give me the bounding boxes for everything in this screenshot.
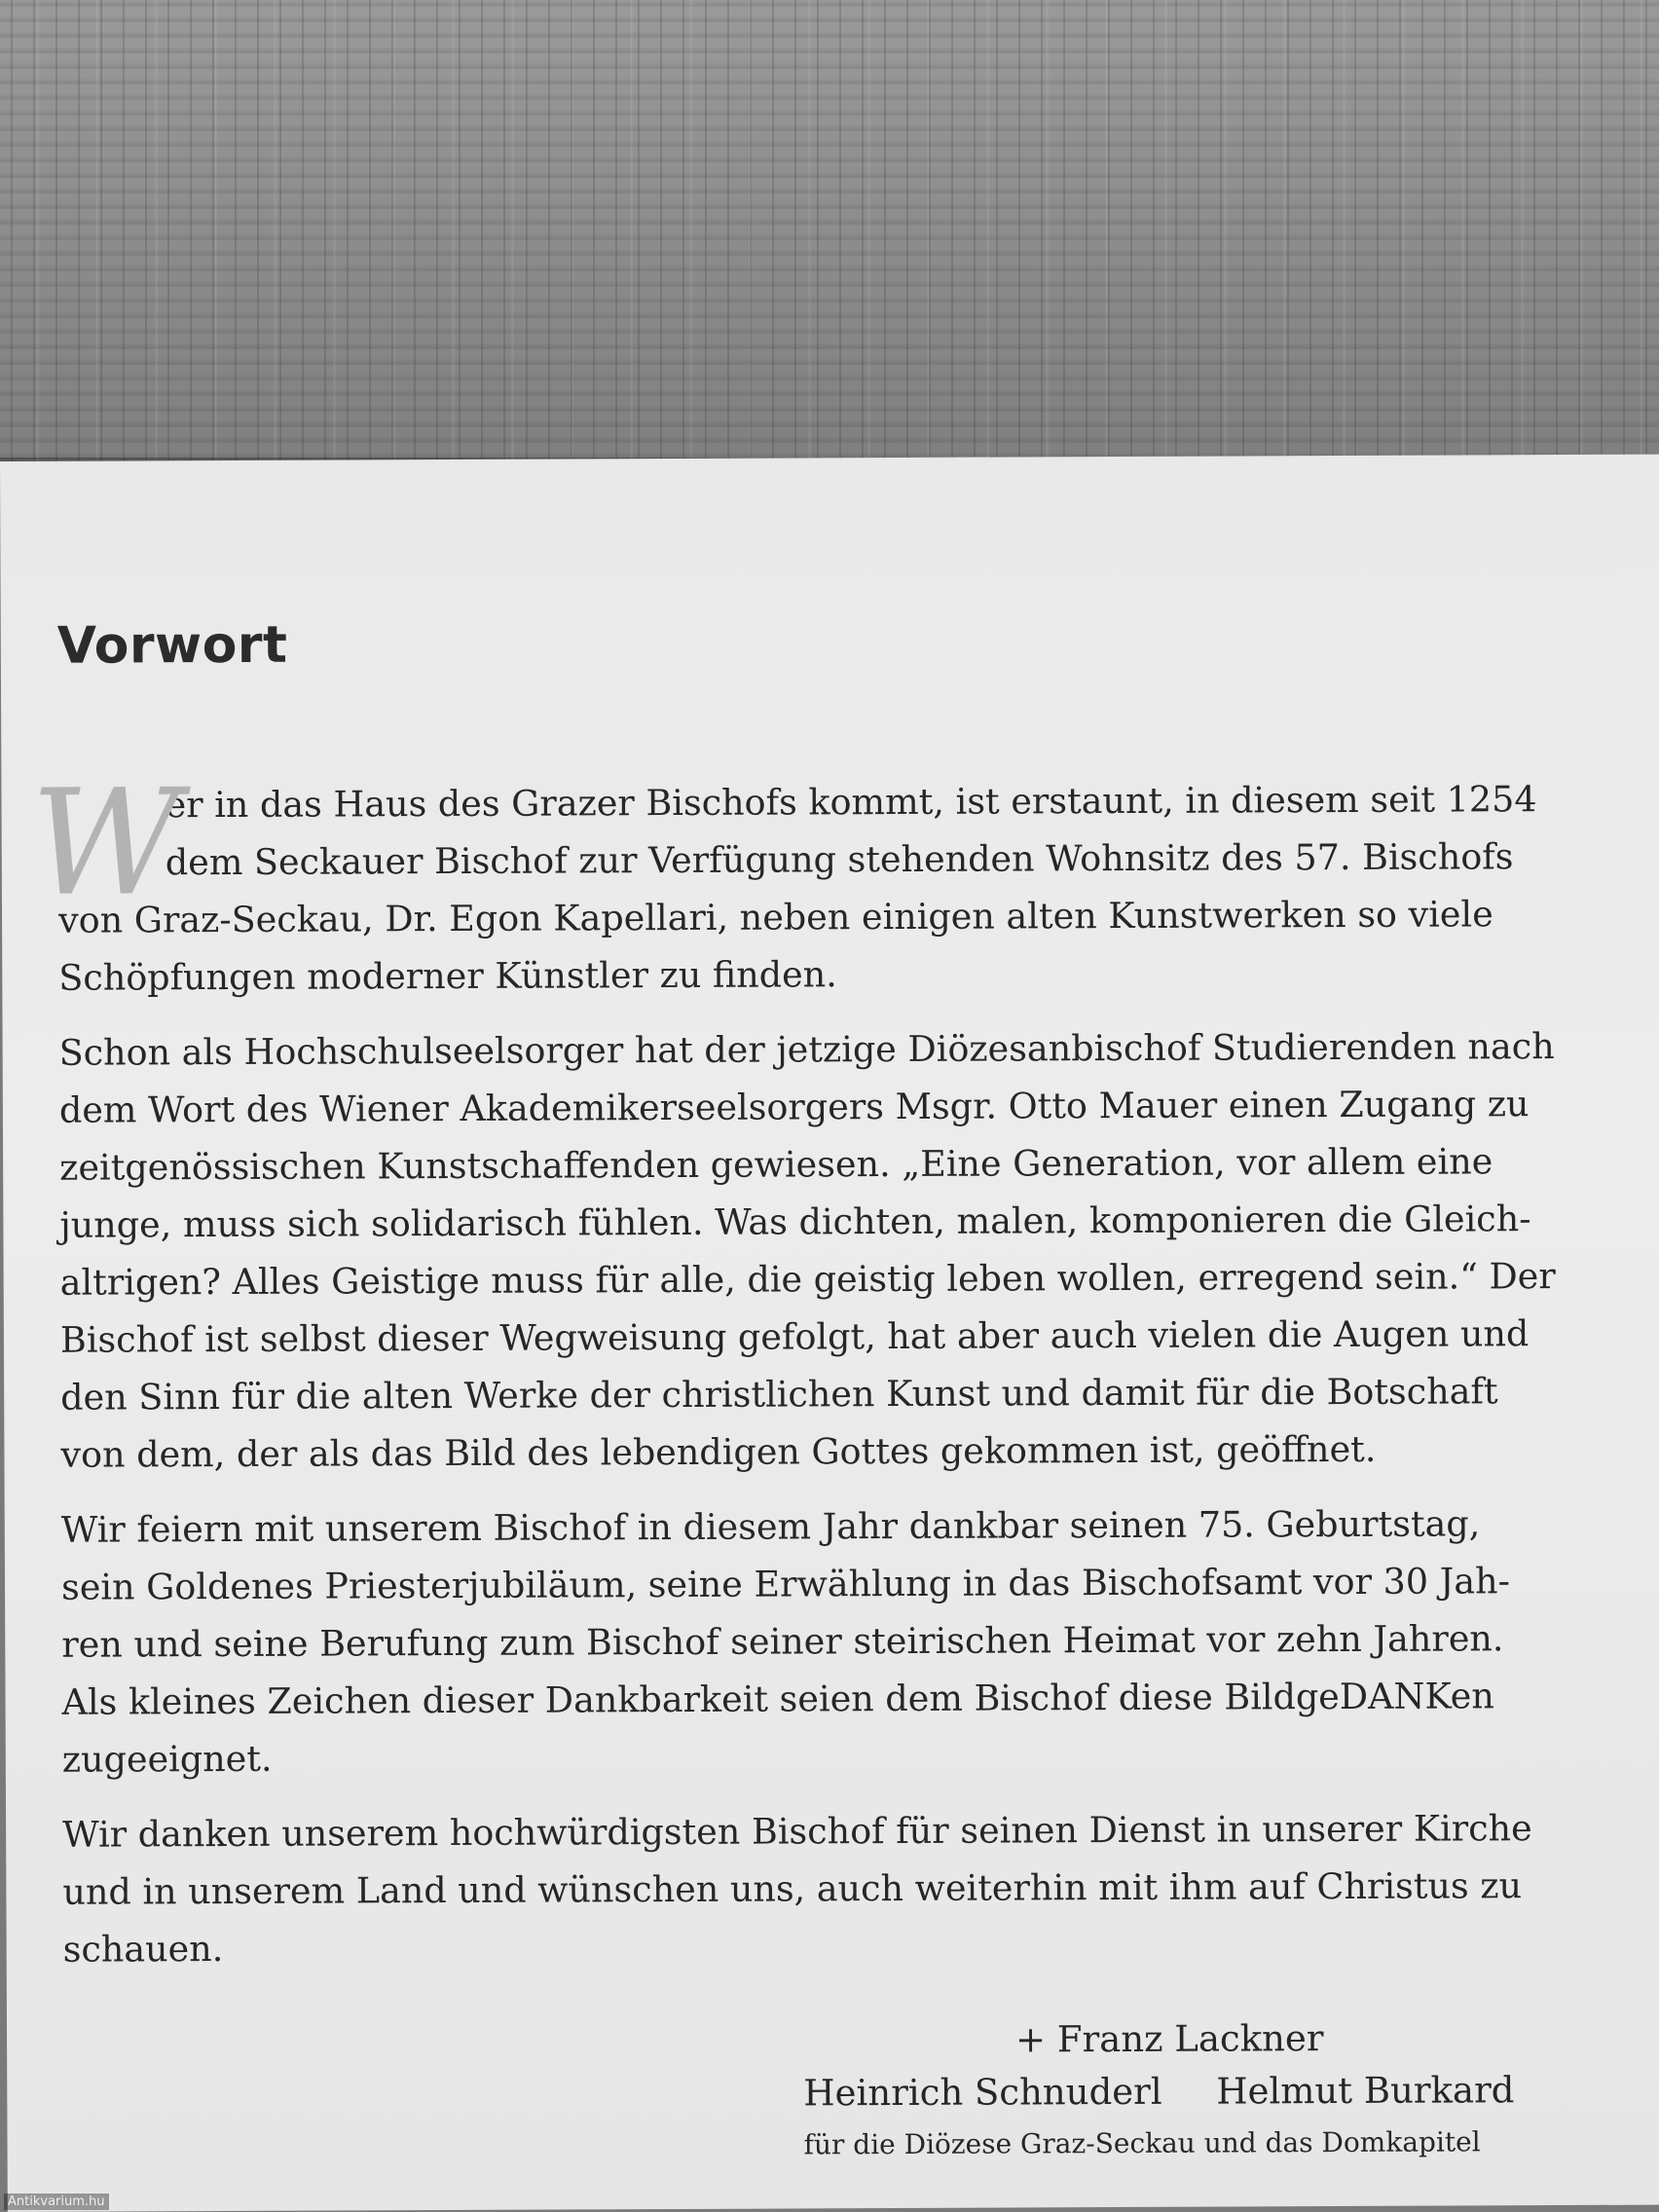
text-line: altrigen? Alles Geistige muss für alle, die geistig leben wollen, erregend sein.“ Der (59, 1255, 1556, 1304)
signature-block (7, 2016, 1659, 2161)
paragraph-3 (61, 1494, 1562, 1788)
text-line: Bischof ist selbst dieser Wegweisung gefolgt, hat aber auch vielen die Augen und (59, 1312, 1530, 1361)
text-line: und in unserem Land und wünschen uns, auch weiterhin mit ihm auf Christus zu (62, 1864, 1523, 1913)
text-line: zugeeignet. (61, 1737, 273, 1781)
text-line: den Sinn für die alten Werke der christlichen Kunst und damit für die Botschaft (60, 1370, 1498, 1419)
signature-caption: für die Diözese Graz-Seckau und das Domkapitel (803, 2125, 1481, 2161)
text-line: von Graz-Seckau, Dr. Egon Kapellari, neben einigen alten Kunstwerken so viele (57, 893, 1493, 941)
signature-second: Helmut Burkard (1216, 2069, 1515, 2113)
paragraph-2 (59, 1017, 1561, 1484)
text-line: ren und seine Berufung zum Bischof seiner steirischen Heimat vor zehn Jahren. (61, 1617, 1504, 1666)
paragraph-1 (30, 758, 1558, 1007)
book-page (0, 455, 1659, 2212)
drop-cap: W (30, 758, 182, 929)
signature-first: Heinrich Schnuderl (803, 2070, 1162, 2115)
text-line: Wir danken unserem hochwürdigsten Bischof für seinen Dienst in unserer Kirche (62, 1807, 1532, 1856)
text-line: dem Seckauer Bischof zur Verfügung stehenden Wohnsitz des 57. Bischofs (165, 835, 1514, 884)
text-line: Schon als Hochschulseelsorger hat der jetzige Diözesanbischof Studierenden nach (58, 1025, 1555, 1074)
signature-lead: + Franz Lackner (1014, 2017, 1324, 2061)
paragraph-4 (62, 1799, 1563, 1978)
text-line: sein Goldenes Priesterjubiläum, seine Erwählung in das Bischofsamt vor 30 Jah- (60, 1560, 1510, 1608)
text-line: junge, muss sich solidarisch fühlen. Was dichten, malen, komponieren die Gleich- (59, 1198, 1531, 1246)
page-title: Vorwort (56, 615, 288, 676)
text-line: von dem, der als das Bild des lebendigen Gottes gekommen ist, geöffnet. (60, 1427, 1377, 1476)
text-line: Schöpfungen moderner Künstler zu finden. (58, 953, 837, 999)
text-line: Als kleines Zeichen dieser Dankbarkeit seien dem Bischof diese BildgeDANKen (61, 1675, 1494, 1723)
text-line: zeitgenössischen Kunstschaffenden gewiesen. „Eine Generation, vor allem eine (59, 1140, 1493, 1189)
text-line: schauen. (62, 1928, 224, 1971)
wood-background (0, 0, 1659, 467)
foreword-body (30, 758, 1562, 1996)
text-line: Wir feiern mit unserem Bischof in diesem Jahr dankbar seinen 75. Geburtstag, (60, 1502, 1481, 1551)
watermark: Antikvarium.hu (4, 2194, 109, 2210)
text-line: dem Wort des Wiener Akademikerseelsorgers Msgr. Otto Mauer einen Zugang zu (58, 1083, 1530, 1131)
text-line: er in das Haus des Grazer Bischofs kommt, ist erstaunt, in diesem seit 1254 (165, 778, 1537, 827)
